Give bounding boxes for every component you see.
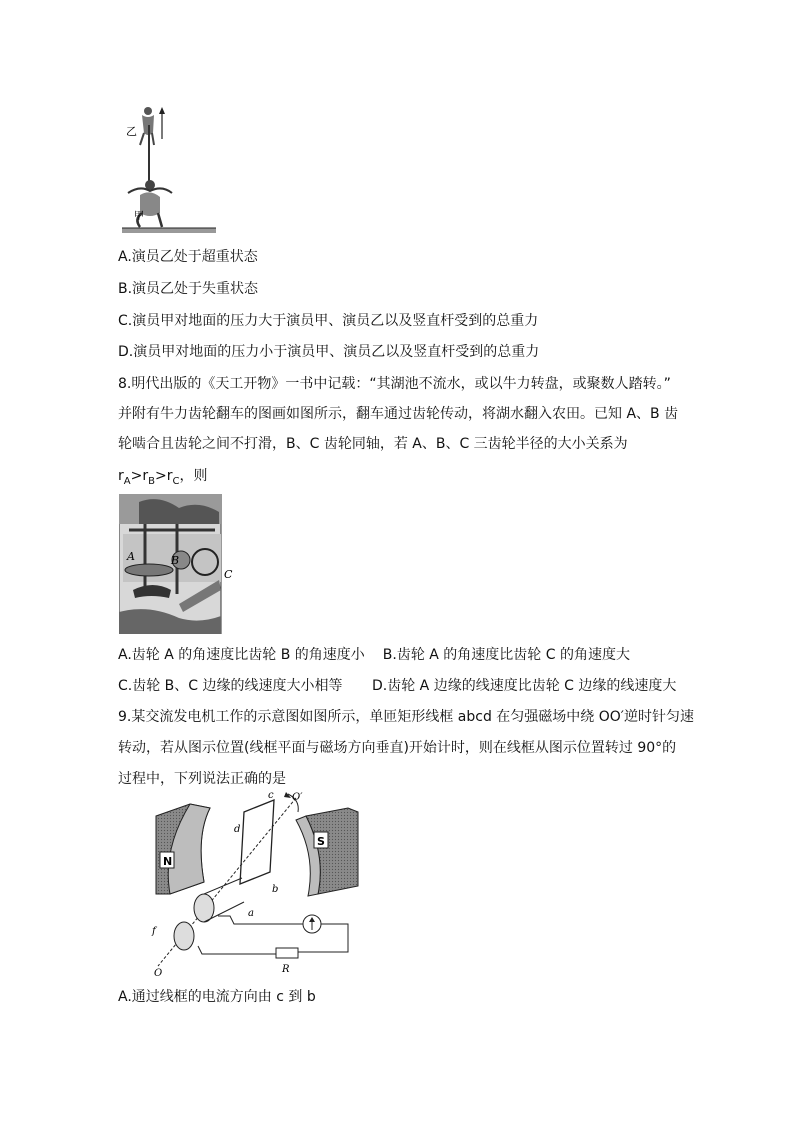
q8-options-row2: C.齿轮 B、C 边缘的线速度大小相等 D.齿轮 A 边缘的线速度比齿轮 C 边缘的线速度大 (118, 678, 677, 694)
q8-relation: $r_A>r_B>r_C$，则 (118, 468, 208, 487)
q9-stem-2: 转动，若从图示位置(线框平面与磁场方向垂直)开始计时，则在线框从图示位置转过 90°的 (118, 740, 677, 756)
gear-waterwheel-figure (119, 494, 239, 634)
svg-text:R: R (282, 964, 290, 975)
svg-text:O: O (154, 968, 163, 979)
q9-stem-3: 过程中，下列说法正确的是 (118, 771, 286, 787)
label-gear-a: A (127, 550, 135, 563)
q7-option-d: D.演员甲对地面的压力小于演员甲、演员乙以及竖直杆受到的总重力 (118, 344, 540, 360)
q9-option-a: A.通过线框的电流方向由 c 到 b (118, 989, 316, 1005)
ac-generator-figure (148, 790, 378, 980)
label-gear-c: C (224, 568, 233, 581)
svg-text:d: d (234, 824, 241, 835)
q9-stem-1: 9.某交流发电机工作的示意图如图所示，单匝矩形线框 abcd 在匀强磁场中绕 OO′逆时针匀速 (118, 709, 694, 725)
acrobat-figure (120, 105, 220, 237)
q7-option-a: A.演员乙处于超重状态 (118, 249, 258, 265)
q7-option-c: C.演员甲对地面的压力大于演员甲、演员乙以及竖直杆受到的总重力 (118, 313, 539, 329)
svg-text:a: a (248, 908, 254, 919)
q8-stem-3: 轮啮合且齿轮之间不打滑，B、C 齿轮同轴，若 A、B、C 三齿轮半径的大小关系为 (118, 436, 628, 452)
svg-text:O′: O′ (292, 792, 303, 803)
svg-text:b: b (272, 884, 279, 895)
label-jia: 甲 (134, 211, 144, 222)
svg-text:f: f (152, 926, 156, 937)
q8-options-row1: A.齿轮 A 的角速度比齿轮 B 的角速度小 B.齿轮 A 的角速度比齿轮 C 的角速度大 (118, 647, 630, 663)
q8-stem-1: 8.明代出版的《天工开物》一书中记载：“其湖池不流水，或以牛力转盘，或聚数人踏转。” (118, 376, 671, 392)
label-n-pole: N (163, 855, 173, 868)
svg-text:c: c (268, 790, 274, 801)
label-yi: 乙 (126, 125, 137, 138)
label-gear-b: B (171, 554, 180, 567)
q7-option-b: B.演员乙处于失重状态 (118, 281, 259, 297)
label-s-pole: S (317, 835, 325, 848)
q8-stem-2: 并附有牛力齿轮翻车的图画如图所示，翻车通过齿轮传动，将湖水翻入农田。已知 A、B 齿 (118, 406, 679, 422)
